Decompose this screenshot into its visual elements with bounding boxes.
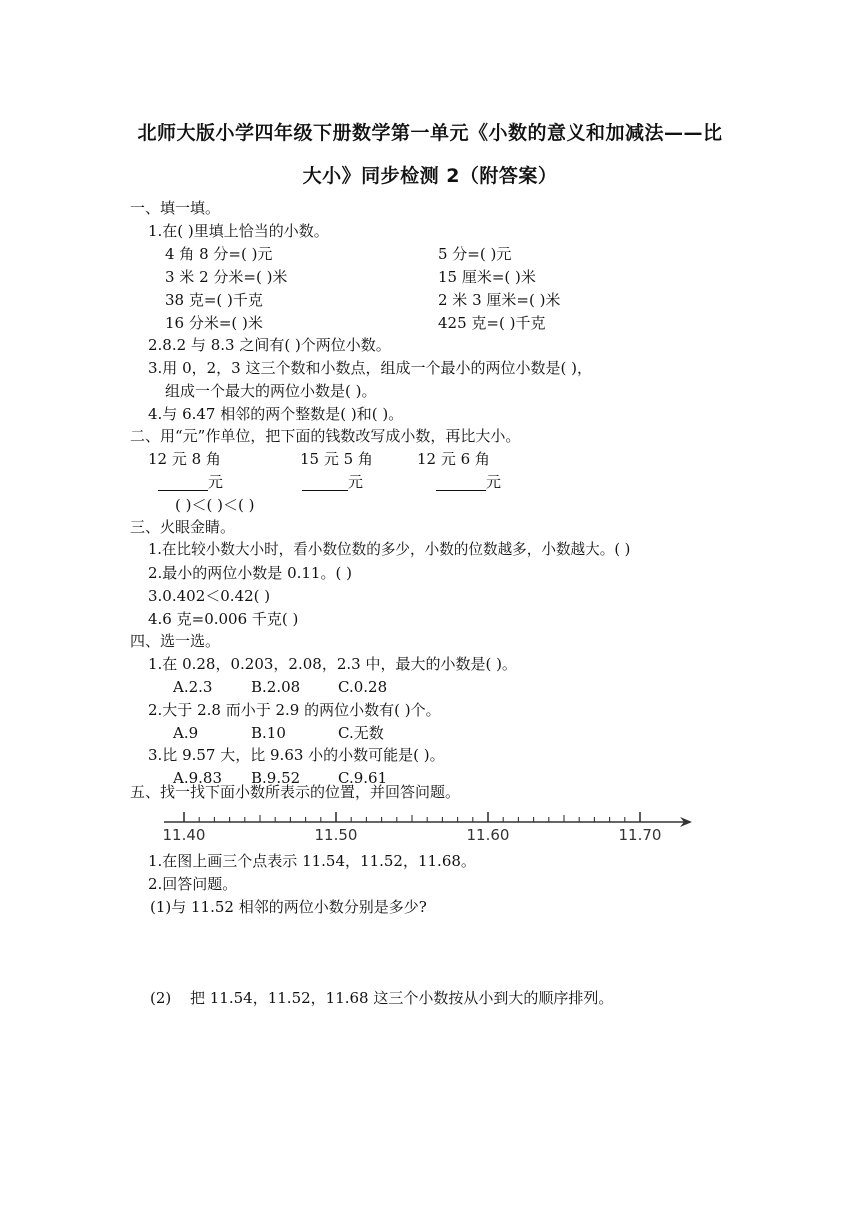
choice-option: A.9 (173, 724, 199, 742)
judge-item: 3.0.402＜0.42( ) (148, 587, 271, 605)
number-line-label: 11.40 (162, 826, 206, 844)
amount-label: 15 元 5 角 (300, 450, 373, 468)
choice-option: C.9.61 (338, 769, 388, 787)
section5-sub2-text: 把 11.54，11.52，11.68 这三个小数按从小到大的顺序排列。 (190, 989, 614, 1007)
number-line-label: 11.60 (466, 826, 510, 844)
number-line-ticks (184, 812, 640, 822)
section1-q3-line2: 组成一个最大的两位小数是( )。 (165, 382, 377, 400)
answer-blank-2 (302, 473, 363, 491)
section5-sub1: (1)与 11.52 相邻的两位小数分别是多少? (150, 898, 427, 916)
judge-item: 4.6 克=0.006 千克( ) (148, 610, 299, 628)
blank-line (158, 476, 208, 491)
number-line-label: 11.50 (314, 826, 358, 844)
blank-line (302, 476, 348, 491)
fill-item: 2 米 3 厘米=( )米 (438, 291, 561, 309)
section5-sub2-number: (2) (150, 989, 172, 1007)
fill-item: 38 克=( )千克 (165, 291, 263, 309)
section1-q2: 2.8.2 与 8.3 之间有( )个两位小数。 (148, 336, 391, 354)
section2-heading: 二、用“元”作单位，把下面的钱数改写成小数，再比大小。 (130, 427, 521, 445)
fill-item: 15 厘米=( )米 (438, 268, 536, 286)
choice-option: B.9.52 (251, 769, 301, 787)
section3-heading: 三、火眼金睛。 (130, 518, 236, 536)
choice-question: 2.大于 2.8 而小于 2.9 的两位小数有( )个。 (148, 701, 441, 719)
unit-label: 元 (486, 473, 502, 491)
choice-option: A.9.83 (173, 769, 222, 787)
document-title-line2: 大小》同步检测 2（附答案） (302, 165, 558, 187)
answer-blank-3 (436, 473, 501, 491)
unit-label: 元 (348, 473, 364, 491)
fill-item: 16 分米=( )米 (165, 314, 263, 332)
section5-heading: 五、找一找下面小数所表示的位置，并回答问题。 (130, 783, 461, 801)
document-title-line1: 北师大版小学四年级下册数学第一单元《小数的意义和加减法——比 (137, 122, 723, 144)
fill-item: 5 分=( )元 (438, 245, 512, 263)
number-line[interactable] (162, 808, 707, 844)
section1-q3-line1: 3.用 0，2，3 这三个数和小数点，组成一个最小的两位小数是( )， (148, 359, 592, 377)
section1-q4: 4.与 6.47 相邻的两个整数是( )和( )。 (148, 405, 404, 423)
choice-question: 3.比 9.57 大，比 9.63 小的小数可能是( )。 (148, 746, 445, 764)
unit-label: 元 (208, 473, 224, 491)
judge-item: 1.在比较小数大小时，看小数位数的多少，小数的位数越多，小数越大。( ) (148, 541, 631, 558)
choice-option: C.无数 (338, 724, 384, 742)
section4-heading: 四、选一选。 (130, 632, 221, 650)
judge-item: 2.最小的两位小数是 0.11。( ) (148, 564, 352, 582)
number-line-label: 11.70 (618, 826, 662, 844)
amount-label: 12 元 8 角 (148, 450, 221, 468)
section1-q1-prompt: 1.在( )里填上恰当的小数。 (148, 222, 329, 240)
compare-row: ( )＜( )＜( ) (175, 496, 255, 514)
choice-option: B.10 (251, 724, 286, 742)
fill-item: 4 角 8 分=( )元 (165, 245, 273, 263)
choice-question: 1.在 0.28，0.203，2.08，2.3 中，最大的小数是( )。 (148, 655, 517, 673)
fill-item: 425 克=( )千克 (438, 314, 546, 332)
fill-item: 3 米 2 分米=( )米 (165, 268, 288, 286)
amount-label: 12 元 6 角 (417, 450, 490, 468)
choice-option: B.2.08 (251, 678, 301, 696)
section1-heading: 一、填一填。 (130, 199, 221, 217)
choice-option: C.0.28 (338, 678, 388, 696)
answer-blank-1 (158, 473, 223, 491)
blank-line (436, 476, 486, 491)
section5-q2: 2.回答问题。 (148, 875, 238, 893)
number-line-labels (163, 826, 662, 844)
choice-option: A.2.3 (173, 678, 213, 696)
section5-q1: 1.在图上画三个点表示 11.54，11.52，11.68。 (148, 852, 476, 870)
